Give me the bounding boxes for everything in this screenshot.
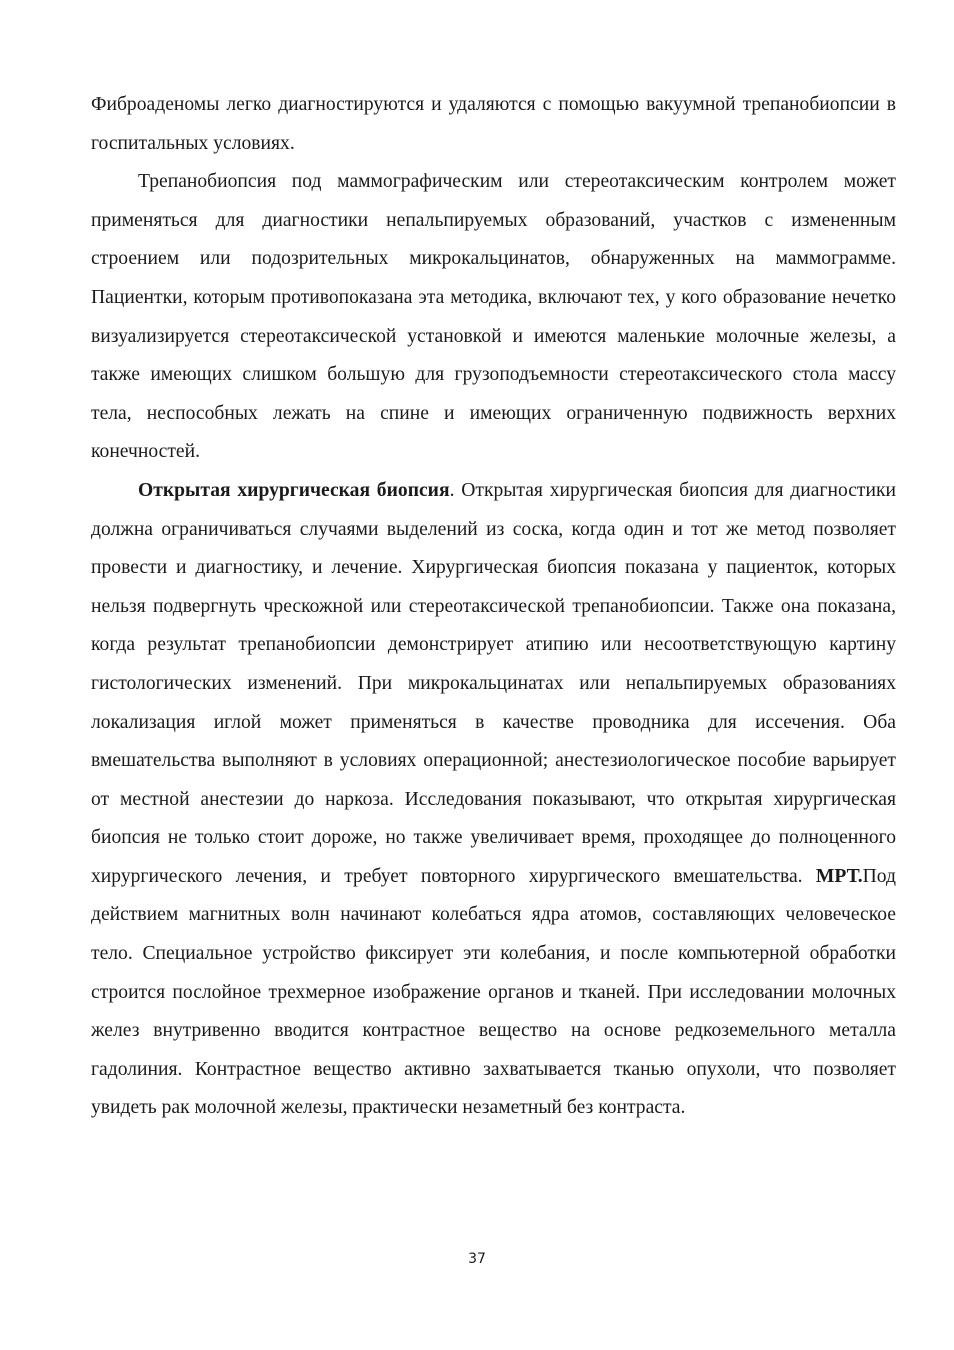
heading-open-surgical-biopsy: Открытая хирургическая биопсия bbox=[138, 479, 450, 501]
paragraph-fibroadenoma: Фиброаденомы легко диагностируются и удаляются с помощью вакуумной трепанобиопсии в госпитальных условиях. bbox=[91, 94, 896, 154]
heading-mri: МРТ. bbox=[815, 865, 863, 887]
body-text bbox=[91, 86, 896, 1128]
page-number: 37 bbox=[468, 1251, 486, 1267]
paragraph-trepanobiopsy: Трепанобиопсия под маммографическим или стереотаксическим контролем может применяться для диагностики непальпируемых образований, участков с измененным строением или подозрительных микрокальцинатов, обнаруженных на маммограмме. Пациентки, которым противопоказана эта методика, включают тех, у кого образование нечетко визуализируется стереотаксической установкой и имеются маленькие молочные железы, а также имеющих слишком большую для грузоподъемности стереотаксического стола массу тела, неспособных лежать на спине и имеющих ограниченную подвижность верхних конечностей. bbox=[91, 171, 896, 463]
paragraph-open-biopsy bbox=[91, 472, 896, 1128]
mri-text: Под действием магнитных волн начинают колебаться ядра атомов, составляющих человеческое тело. Специальное устройство фиксирует эти колебания, и после компьютерной обработки строится послойное трехмерное изображение органов и тканей. При исследовании молочных желез внутривенно вводится контрастное вещество на основе редкоземельного металла гадолиния. Контрастное вещество активно захватывается тканью опухоли, что позволяет увидеть рак молочной железы, практически незаметный без контраста. bbox=[91, 865, 896, 1119]
open-biopsy-text: . Открытая хирургическая биопсия для диагностики должна ограничиваться случаями выделений из соска, когда один и тот же метод позволяет провести и диагностику, и лечение. Хирургическая биопсия показана у пациенток, которых нельзя подвергнуть чрескожной или стереотаксической трепанобиопсии. Также она показана, когда результат трепанобиопсии демонстрирует атипию или несоответствующую картину гистологических изменений. При микрокальцинатах или непальпируемых образованиях локализация иглой может применяться в качестве проводника для иссечения. Оба вмешательства выполняют в условиях операционной; анестезиологическое пособие варьирует от местной анестезии до наркоза. Исследования показывают, что открытая хирургическая биопсия не только стоит дороже, но также увеличивает время, проходящее до полноценного хирургического лечения, и требует повторного хирургического вмешательства. bbox=[91, 479, 896, 887]
